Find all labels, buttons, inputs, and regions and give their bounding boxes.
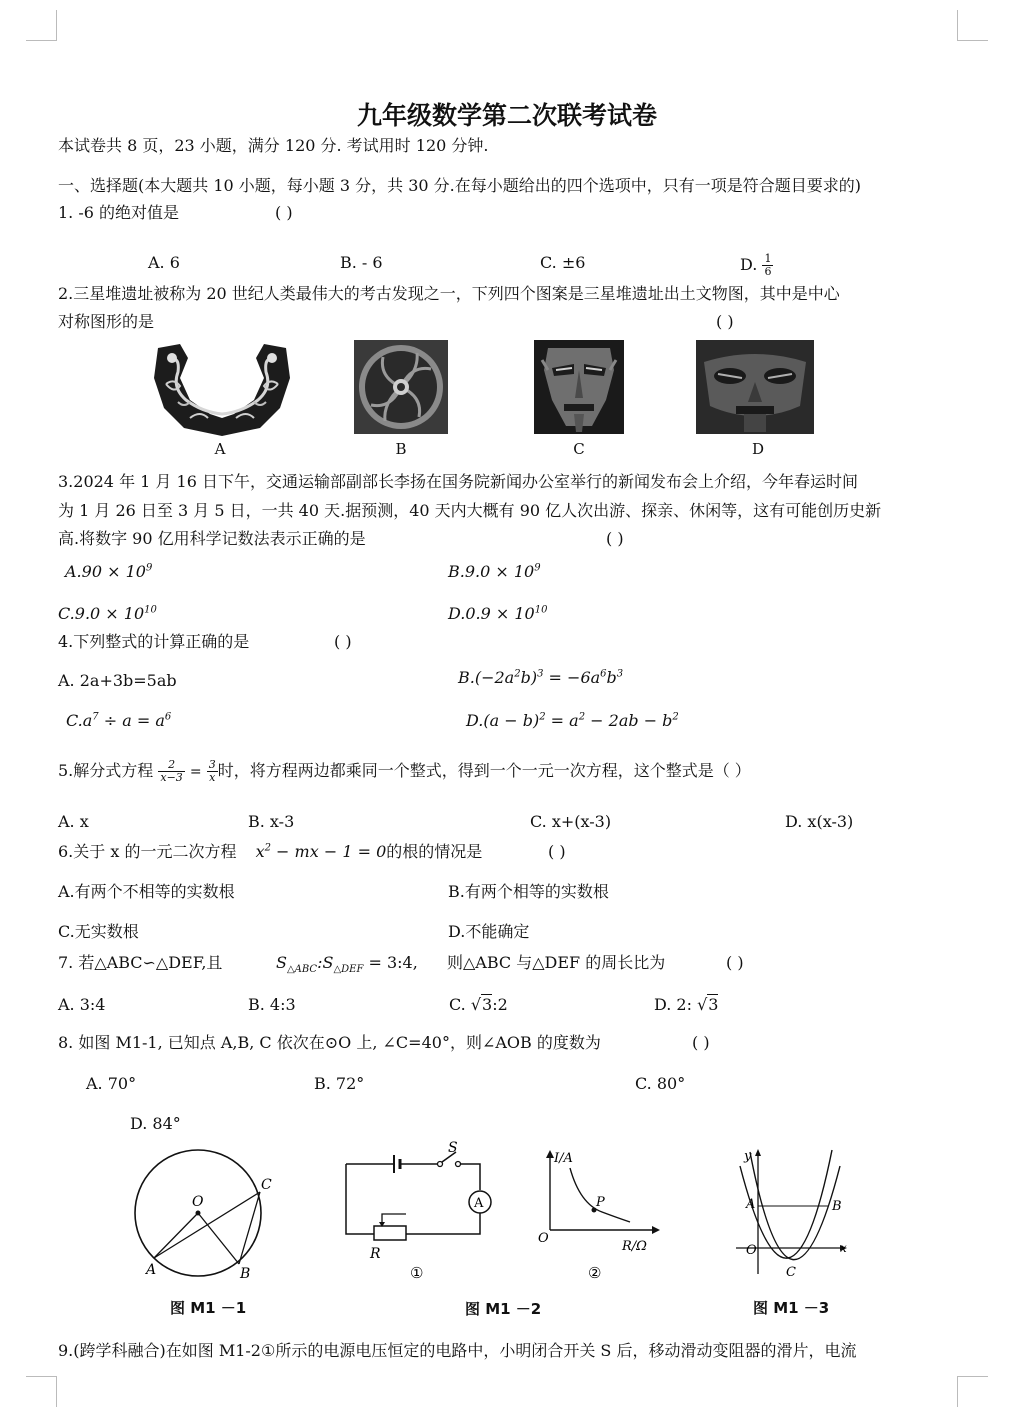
question-7-stem-tail: 则△ABC 与△DEF 的周长比为 bbox=[447, 953, 666, 972]
question-8-stem: 8. 如图 M1-1, 已知点 A,B, C 依次在⊙O 上, ∠C=40°，则∠AOB 的度数为 bbox=[58, 1033, 601, 1052]
q8-option-c: C. 80° bbox=[635, 1074, 686, 1093]
figure-m1-2-graph bbox=[530, 1146, 660, 1282]
question-6-stem: 6.关于 x 的一元二次方程 $x^2$ − mx − 1 = 0的根的情况是 bbox=[58, 842, 483, 861]
figure-m1-3-caption: 图 M1 －3 bbox=[753, 1299, 830, 1317]
q6-option-a: A.有两个不相等的实数根 bbox=[58, 882, 235, 901]
crop-mark bbox=[957, 10, 988, 41]
q3-option-c: $C.9.0 \times 10^{10}$ bbox=[58, 604, 157, 623]
page-title: 九年级数学第二次联考试卷 bbox=[356, 101, 657, 130]
svg-text:y: y bbox=[744, 1149, 752, 1164]
svg-text:O: O bbox=[538, 1231, 549, 1246]
q5-option-c: C. x+(x-3) bbox=[530, 812, 612, 831]
q7-option-b: B. 4:3 bbox=[248, 995, 296, 1014]
q5-option-d: D. x(x-3) bbox=[785, 812, 854, 831]
svg-text:R/Ω: R/Ω bbox=[622, 1239, 647, 1254]
svg-text:I/A: I/A bbox=[554, 1151, 573, 1166]
q5-option-a: A. x bbox=[58, 812, 89, 831]
q1-option-c: C. ±6 bbox=[540, 253, 586, 272]
svg-text:S: S bbox=[448, 1140, 458, 1156]
question-9-line-1: 9.(跨学科融合)在如图 M1-2①所示的电源电压恒定的电路中，小明闭合开关 S 后，移动滑动变阻器的滑片，电流 bbox=[58, 1341, 857, 1360]
q8-option-b: B. 72° bbox=[314, 1074, 365, 1093]
crop-mark bbox=[26, 1376, 57, 1407]
q4-option-c: $C.a^7 \div a = a^6$ bbox=[66, 711, 172, 730]
answer-paren: ( ) bbox=[334, 632, 352, 651]
svg-text:x: x bbox=[840, 1241, 847, 1255]
artifact-label-c: C bbox=[573, 440, 585, 458]
q7-option-d: D. 2: √3 bbox=[654, 995, 719, 1014]
answer-paren: ( ) bbox=[548, 842, 566, 861]
artifact-d-image bbox=[696, 340, 814, 434]
q6-option-d: D.不能确定 bbox=[448, 922, 530, 941]
q6-option-b: B.有两个相等的实数根 bbox=[448, 882, 609, 901]
crop-mark bbox=[26, 10, 57, 41]
question-1-stem: 1. -6 的绝对值是 bbox=[58, 203, 180, 222]
svg-text:A: A bbox=[746, 1197, 756, 1212]
question-3-line-3: 高.将数字 90 亿用科学记数法表示正确的是 bbox=[58, 529, 366, 548]
artifact-b-image bbox=[354, 340, 448, 434]
figure-m1-3-parabola bbox=[728, 1146, 854, 1282]
answer-paren: ( ) bbox=[606, 529, 624, 548]
question-5-stem: 5.解分式方程 $\frac{2}{x-3}$ = $\frac{3}{x}$ 时，将方程两边都乘同一个整式，得到一个一元一次方程，这个整式是（ ） bbox=[58, 758, 751, 784]
svg-text:P: P bbox=[596, 1195, 605, 1210]
artifact-c-image bbox=[534, 340, 624, 434]
artifact-label-a: A bbox=[214, 440, 226, 458]
answer-paren: ( ) bbox=[692, 1033, 710, 1052]
q4-option-b: $B.(-2a^2b)^3 = -6a^6b^3$ bbox=[458, 668, 624, 687]
artifact-a-image bbox=[150, 338, 295, 438]
answer-paren: ( ) bbox=[726, 953, 744, 972]
q7-option-a: A. 3:4 bbox=[58, 995, 106, 1014]
question-3-line-2: 为 1 月 26 日至 3 月 5 日，一共 40 天.据预测，40 天内大概有 90 亿人次出游、探亲、休闲等，这有可能创历史新 bbox=[58, 501, 882, 520]
q5-option-b: B. x-3 bbox=[248, 812, 295, 831]
svg-text:①: ① bbox=[410, 1264, 424, 1280]
svg-text:R: R bbox=[370, 1246, 381, 1262]
figure-m1-2-caption: 图 M1 －2 bbox=[465, 1300, 542, 1318]
figure-m1-1-caption: 图 M1 －1 bbox=[170, 1299, 247, 1317]
q6-option-c: C.无实数根 bbox=[58, 922, 139, 941]
svg-text:C: C bbox=[261, 1177, 272, 1193]
svg-text:B: B bbox=[240, 1266, 251, 1282]
artifact-label-b: B bbox=[395, 440, 407, 458]
q4-option-d: $D.(a - b)^2 = a^2 - 2ab - b^2$ bbox=[466, 711, 679, 730]
svg-text:②: ② bbox=[588, 1264, 602, 1282]
q7-area-ratio: $S_{\triangle ABC}:S_{\triangle DEF}$ = 3:4, bbox=[276, 953, 418, 976]
svg-text:C: C bbox=[786, 1265, 796, 1280]
q7-option-c: C. √3:2 bbox=[449, 995, 508, 1014]
question-4-stem: 4.下列整式的计算正确的是 bbox=[58, 632, 250, 651]
q3-option-b: $B.9.0 \times 10^9$ bbox=[448, 562, 541, 581]
q1-option-a: A. 6 bbox=[148, 253, 180, 272]
question-3-line-1: 3.2024 年 1 月 16 日下午，交通运输部副部长李扬在国务院新闻办公室举行的新闻发布会上介绍，今年春运时间 bbox=[58, 472, 858, 491]
answer-paren: ( ) bbox=[275, 203, 293, 222]
svg-text:A: A bbox=[474, 1196, 484, 1211]
answer-paren: ( ) bbox=[716, 312, 734, 331]
crop-mark bbox=[957, 1376, 988, 1407]
q1-option-d: D. $\frac{1}{6}$ bbox=[740, 252, 772, 278]
question-7-stem: 7. 若△ABC∽△DEF,且 bbox=[58, 953, 223, 972]
q8-option-d: D. 84° bbox=[130, 1114, 181, 1133]
svg-text:O: O bbox=[192, 1194, 204, 1210]
q3-option-a: $A.90 \times 10^9$ bbox=[65, 562, 153, 581]
figure-m1-1-circle bbox=[128, 1146, 278, 1282]
q3-option-d: $D.0.9 \times 10^{10}$ bbox=[448, 604, 548, 623]
svg-text:B: B bbox=[832, 1199, 842, 1214]
svg-text:A: A bbox=[146, 1262, 157, 1278]
artifact-label-d: D bbox=[751, 440, 765, 458]
exam-intro: 本试卷共 8 页，23 小题，满分 120 分. 考试用时 120 分钟. bbox=[58, 136, 489, 155]
q8-option-a: A. 70° bbox=[86, 1074, 137, 1093]
svg-text:O: O bbox=[746, 1243, 757, 1258]
q1-option-b: B. - 6 bbox=[340, 253, 383, 272]
question-2-line-2: 对称图形的是 bbox=[58, 312, 155, 331]
question-2-line-1: 2.三星堆遗址被称为 20 世纪人类最伟大的考古发现之一，下列四个图案是三星堆遗址出土文物图，其中是中心 bbox=[58, 284, 840, 303]
figure-m1-2-circuit bbox=[336, 1138, 496, 1280]
section-heading: 一、选择题(本大题共 10 小题，每小题 3 分，共 30 分.在每小题给出的四个选项中，只有一项是符合题目要求的) bbox=[58, 176, 861, 195]
q4-option-a: A. 2a+3b=5ab bbox=[58, 671, 177, 690]
